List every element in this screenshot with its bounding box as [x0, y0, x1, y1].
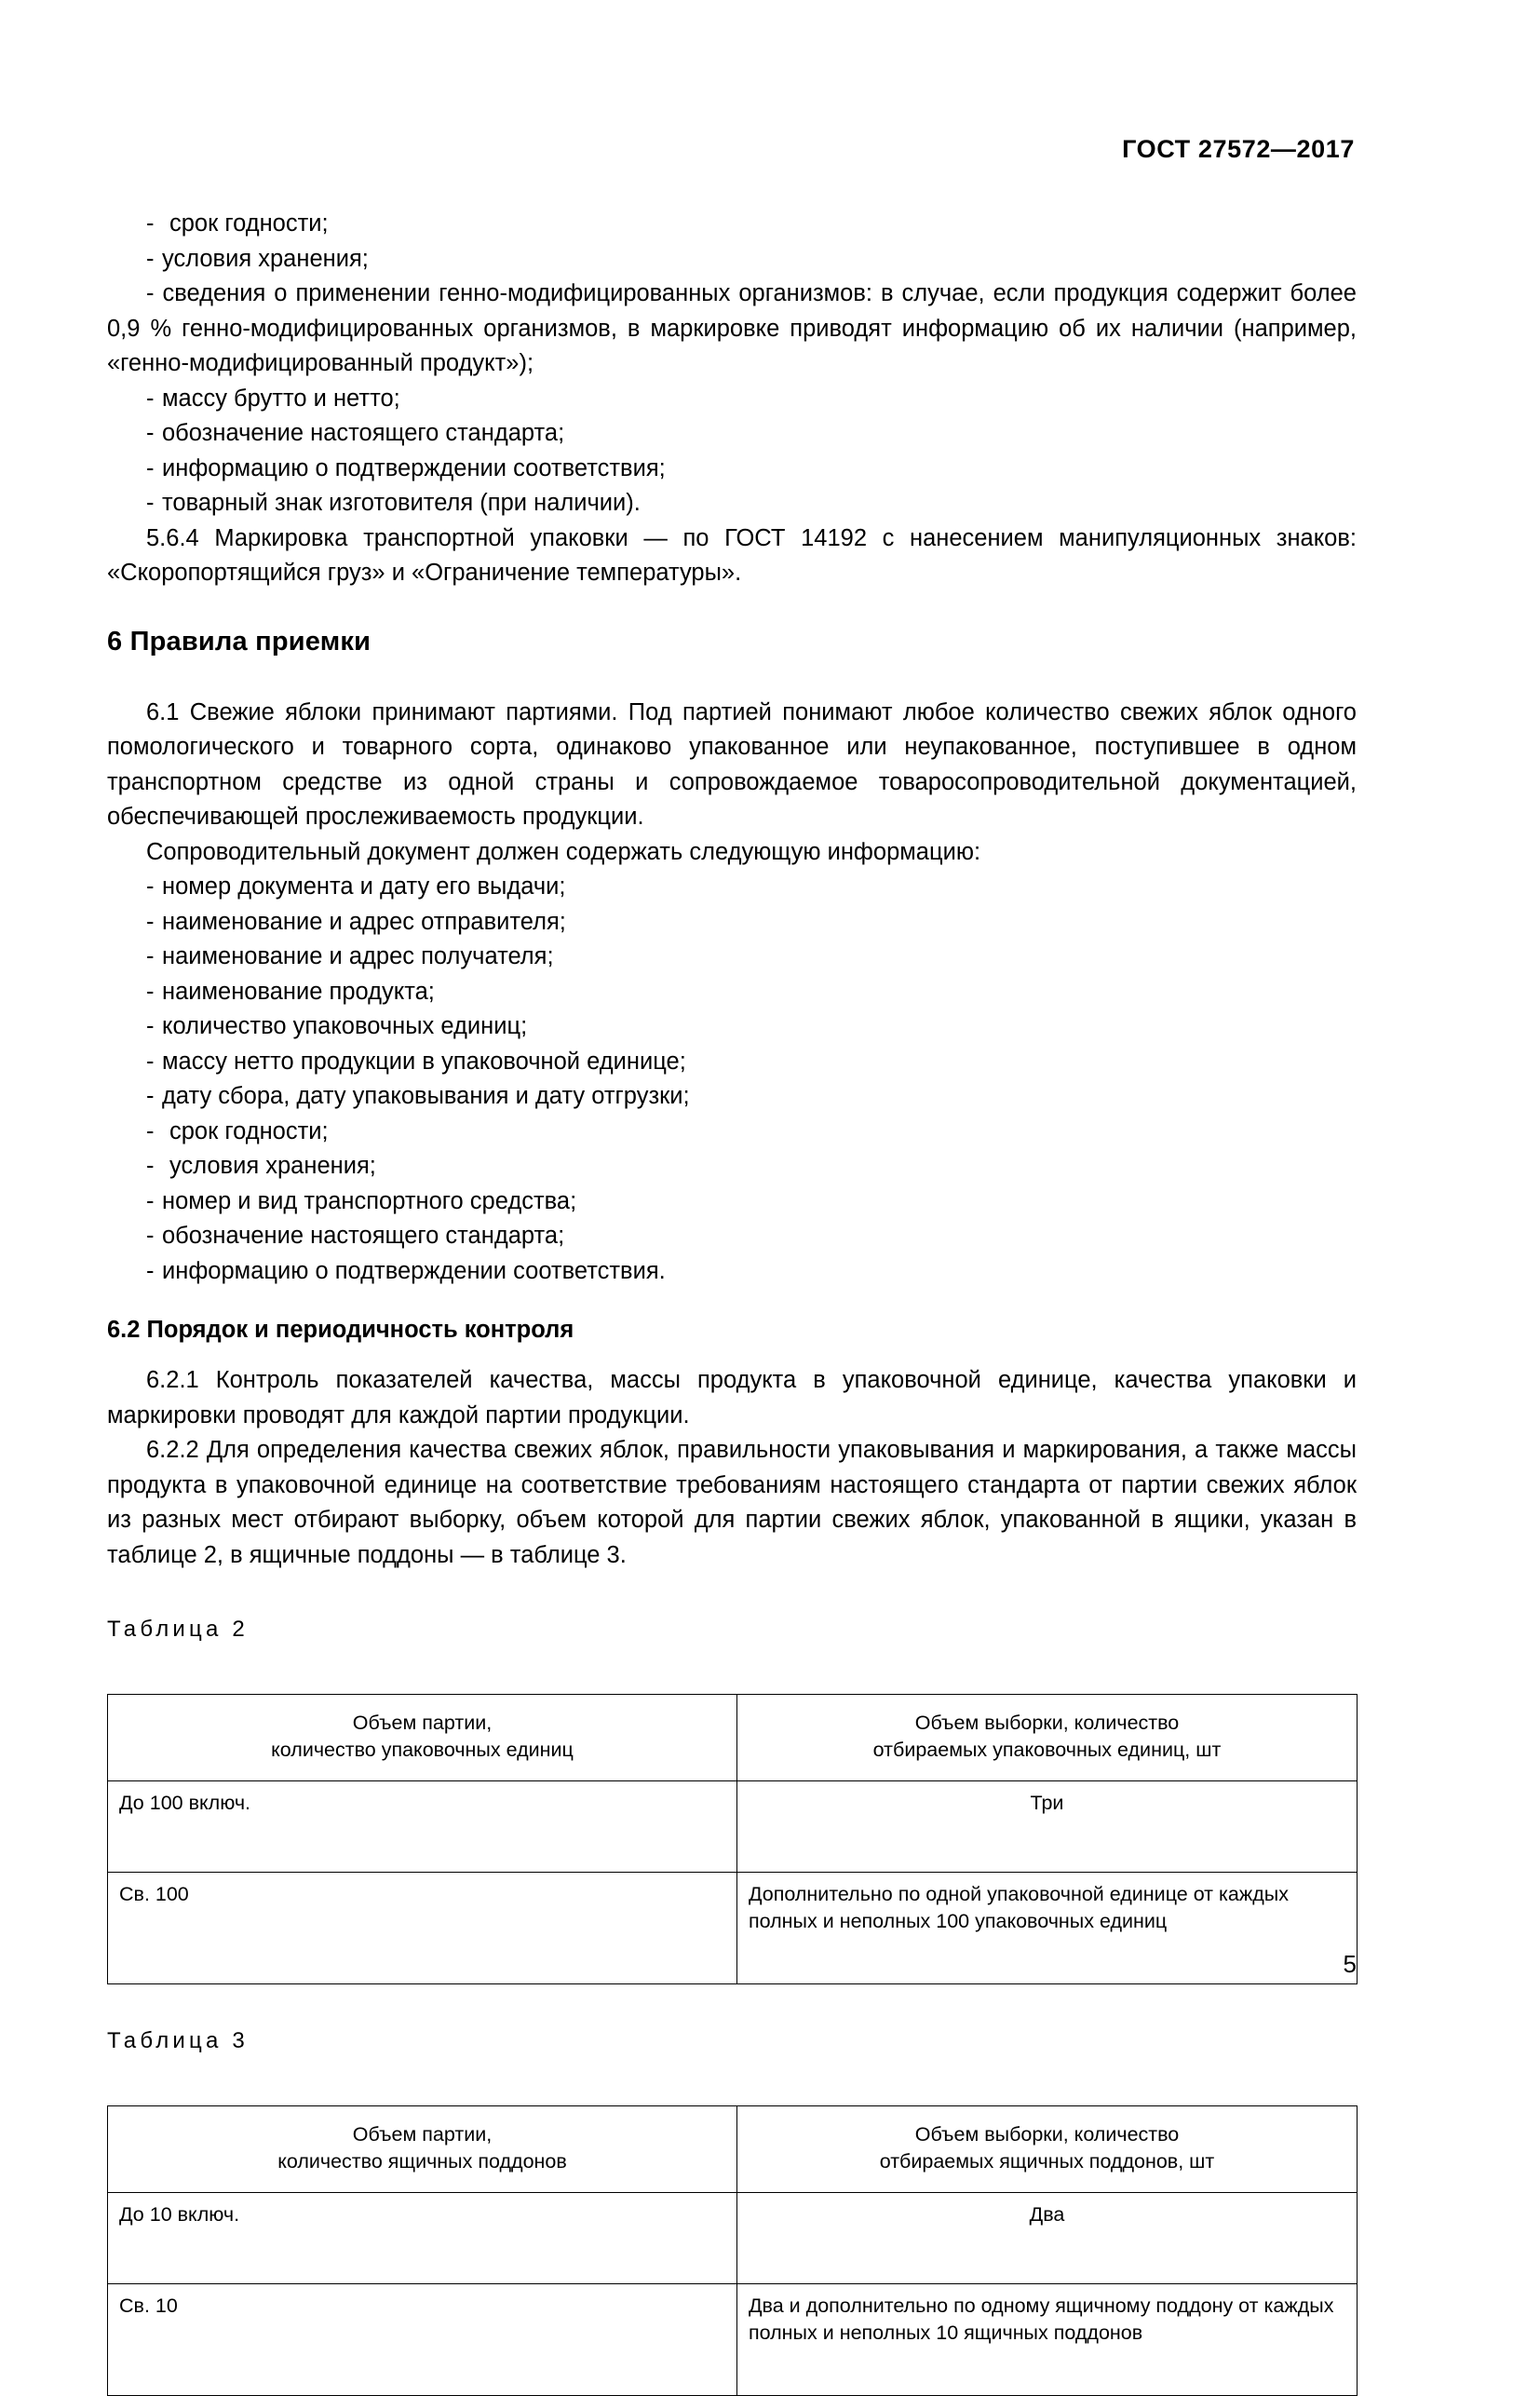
list-item	[107, 1079, 1357, 1115]
spacer	[107, 1573, 1357, 1614]
table-cell-sample: Два и дополнительно по одному ящичному поддону от каждых полных и неполных 10 ящичных поддонов	[737, 2284, 1358, 2396]
list-item-label: информацию о подтверждении соответствия.	[162, 1257, 666, 1284]
list-item	[107, 870, 1357, 905]
list-dash: -	[146, 908, 155, 935]
list-item-label: обозначение настоящего стандарта;	[162, 420, 565, 446]
list-item-label: срок годности;	[169, 210, 329, 237]
spacer	[107, 1347, 1357, 1363]
list-item	[107, 1254, 1357, 1290]
table-2	[107, 1694, 1358, 1984]
header-line-2: количество упаковочных единиц	[271, 1739, 574, 1761]
header-line-1: Объем выборки, количество	[914, 2123, 1180, 2146]
table-3-caption: Таблица 3	[107, 2028, 249, 2053]
page-number: 5	[1343, 1950, 1357, 1978]
list-item	[107, 486, 1357, 521]
table-cell-volume: Св. 100	[108, 1873, 737, 1984]
list-dash: -	[146, 245, 155, 272]
list-dash: -	[146, 1083, 155, 1109]
spacer	[107, 1984, 1357, 2025]
spacer	[107, 2057, 1357, 2105]
list-item-label: массу нетто продукции в упаковочной единице;	[162, 1048, 686, 1075]
list-item-label: условия хранения;	[169, 1153, 376, 1179]
header-line-2: количество ящичных поддонов	[277, 2150, 567, 2173]
list-dash: -	[146, 873, 155, 900]
spacer	[107, 591, 1357, 625]
subsection-heading-6-2: 6.2 Порядок и периодичность контроля	[107, 1317, 574, 1343]
list-item-label: количество упаковочных единиц;	[162, 1013, 528, 1039]
list-dash: -	[146, 1048, 155, 1075]
list-item-label: товарный знак изготовителя (при наличии).	[162, 490, 641, 516]
page-content	[107, 207, 1357, 2396]
header-line-2: отбираемых ящичных поддонов, шт	[879, 2150, 1215, 2173]
list-dash: -	[146, 1153, 155, 1179]
clause-6-1: 6.1 Свежие яблоки принимают партиями. Под партией понимают любое количество свежих яблок одного помологического и товарного сорта, одинаково упакованное или неупакованное, поступившее в одном транспортном средстве из одной страны и сопровождаемое товаросопроводительной документацией, обеспечивающей прослеживаемость продукции.	[107, 698, 1357, 830]
table-cell-volume: Св. 10	[108, 2284, 737, 2396]
gmo-paragraph: - сведения о применении генно-модифицированных организмов: в случае, если продукция содержит более 0,9 % генно-модифицированных организмов, в маркировке приводят информацию об их наличии (например, «генно-модифицированный продукт»);	[107, 280, 1357, 376]
table-cell-sample: Дополнительно по одной упаковочной единице от каждых полных и неполных 100 упаковочных единиц	[737, 1873, 1358, 1984]
list-item	[107, 382, 1357, 417]
table-3-header-col1	[108, 2106, 737, 2193]
list-dash: -	[146, 1013, 155, 1039]
header-line-1: Объем партии,	[352, 1712, 493, 1734]
section-heading-6: 6 Правила приемки	[107, 626, 371, 657]
table-cell-volume: До 10 включ.	[108, 2193, 737, 2284]
spacer	[107, 658, 1357, 696]
clause-5-6-4: 5.6.4 Маркировка транспортной упаковки — по ГОСТ 14192 с нанесением манипуляционных знаков: «Скоропортящийся груз» и «Ограничение температуры».	[107, 524, 1357, 586]
list-item-label: информацию о подтверждении соответствия;	[162, 454, 666, 481]
table-3	[107, 2105, 1358, 2396]
table-row	[108, 2193, 1358, 2284]
table-2-caption: Таблица 2	[107, 1617, 249, 1642]
list-item	[107, 1115, 1357, 1150]
spacer	[107, 1289, 1357, 1313]
running-header-standard-number: ГОСТ 27572—2017	[1122, 135, 1355, 163]
list-dash: -	[146, 1187, 155, 1214]
list-item	[107, 940, 1357, 975]
header-line-1: Объем выборки, количество	[914, 1712, 1180, 1734]
list-item	[107, 1045, 1357, 1080]
list-item	[107, 905, 1357, 941]
list-item	[107, 975, 1357, 1010]
table-3-header-col2	[737, 2106, 1358, 2193]
list-dash: -	[146, 1117, 155, 1144]
table-2-header-col2	[737, 1695, 1358, 1781]
spacer	[107, 1645, 1357, 1694]
table-cell-sample: Два	[737, 2193, 1358, 2284]
list-dash: -	[146, 420, 155, 446]
list-item	[107, 207, 1357, 242]
table-row	[108, 2284, 1358, 2396]
list-item-label: обозначение настоящего стандарта;	[162, 1223, 565, 1249]
list-dash: -	[146, 454, 155, 481]
table-header-row	[108, 1695, 1358, 1781]
table-row	[108, 1781, 1358, 1873]
list-item-label: наименование и адрес отправителя;	[162, 908, 566, 935]
list-item	[107, 1184, 1357, 1220]
clause-6-2-2: 6.2.2 Для определения качества свежих яблок, правильности упаковывания и маркирования, а также массы продукта в упаковочной единице на соответствие требованиям настоящего стандарта от партии свежих яблок из разных мест отбирают выборку, объем которой для партии свежих яблок, упакованной в ящики, указан в таблице 2, в ящичные поддоны — в таблице 3.	[107, 1437, 1357, 1568]
list-dash: -	[146, 1257, 155, 1284]
list-dash: -	[146, 210, 155, 237]
list-item-label: условия хранения;	[162, 245, 369, 272]
list-dash: -	[146, 943, 155, 969]
list-item	[107, 1149, 1357, 1184]
accompanying-document-intro: Сопроводительный документ должен содержать следующую информацию:	[146, 838, 981, 865]
list-item-label: срок годности;	[169, 1117, 329, 1144]
list-item-label: дату сбора, дату упаковывания и дату отгрузки;	[162, 1083, 690, 1109]
header-line-2: отбираемых упаковочных единиц, шт	[872, 1739, 1222, 1761]
list-item-label: наименование продукта;	[162, 978, 435, 1005]
table-cell-sample: Три	[737, 1781, 1358, 1873]
table-cell-volume: До 100 включ.	[108, 1781, 737, 1873]
list-dash: -	[146, 978, 155, 1005]
list-dash: -	[146, 1223, 155, 1249]
list-item	[107, 416, 1357, 452]
list-item	[107, 1219, 1357, 1254]
clause-6-2-1: 6.2.1 Контроль показателей качества, массы продукта в упаковочной единице, качества упаковки и маркировки проводят для каждой партии продукции.	[107, 1367, 1357, 1428]
header-line-1: Объем партии,	[352, 2123, 493, 2146]
list-item-label: массу брутто и нетто;	[162, 385, 400, 412]
list-item-label: номер и вид транспортного средства;	[162, 1187, 577, 1214]
list-item	[107, 452, 1357, 487]
table-header-row	[108, 2106, 1358, 2193]
list-item	[107, 242, 1357, 278]
list-item-label: наименование и адрес получателя;	[162, 943, 554, 969]
list-dash: -	[146, 490, 155, 516]
list-item	[107, 1009, 1357, 1045]
list-dash: -	[146, 385, 155, 412]
table-2-header-col1	[108, 1695, 737, 1781]
list-item-label: номер документа и дату его выдачи;	[162, 873, 566, 900]
